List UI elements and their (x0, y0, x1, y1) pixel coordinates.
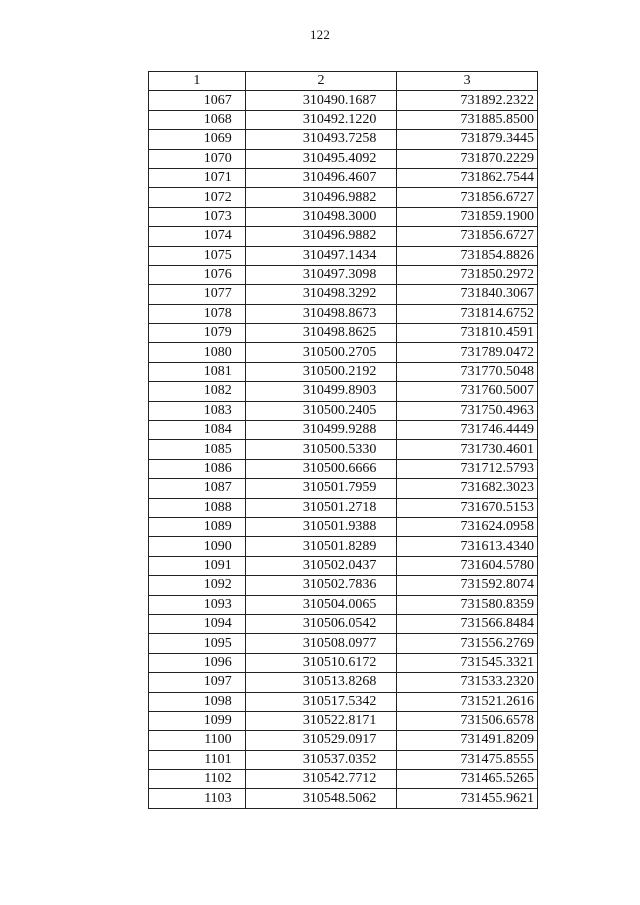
x-coordinate-cell: 310500.2192 (245, 362, 397, 381)
table-row (149, 421, 538, 440)
table-row (149, 343, 538, 362)
y-coordinate-cell: 731850.2972 (397, 265, 538, 284)
y-coordinate-cell: 731670.5153 (397, 498, 538, 517)
table-row (149, 595, 538, 614)
table-row (149, 692, 538, 711)
point-number-cell: 1096 (149, 653, 246, 672)
y-coordinate-cell: 731885.8500 (397, 110, 538, 129)
table-row (149, 731, 538, 750)
point-number-cell: 1101 (149, 750, 246, 769)
x-coordinate-cell: 310548.5062 (245, 789, 397, 808)
point-number-cell: 1084 (149, 421, 246, 440)
point-number-cell: 1097 (149, 673, 246, 692)
y-coordinate-cell: 731533.2320 (397, 673, 538, 692)
y-coordinate-cell: 731566.8484 (397, 614, 538, 633)
y-coordinate-cell: 731862.7544 (397, 168, 538, 187)
point-number-cell: 1088 (149, 498, 246, 517)
y-coordinate-cell: 731856.6727 (397, 227, 538, 246)
table-row (149, 324, 538, 343)
point-number-cell: 1070 (149, 149, 246, 168)
table-row (149, 110, 538, 129)
point-number-cell: 1098 (149, 692, 246, 711)
point-number-cell: 1099 (149, 711, 246, 730)
point-number-cell: 1089 (149, 517, 246, 536)
x-coordinate-cell: 310490.1687 (245, 91, 397, 110)
y-coordinate-cell: 731475.8555 (397, 750, 538, 769)
table-row (149, 168, 538, 187)
x-coordinate-cell: 310501.7959 (245, 479, 397, 498)
point-number-cell: 1081 (149, 362, 246, 381)
coordinates-table (148, 71, 538, 809)
table-row (149, 285, 538, 304)
x-coordinate-cell: 310497.3098 (245, 265, 397, 284)
x-coordinate-cell: 310501.9388 (245, 517, 397, 536)
table-row (149, 537, 538, 556)
x-coordinate-cell: 310501.8289 (245, 537, 397, 556)
table-row (149, 265, 538, 284)
x-coordinate-cell: 310498.3000 (245, 207, 397, 226)
y-coordinate-cell: 731613.4340 (397, 537, 538, 556)
x-coordinate-cell: 310496.4607 (245, 168, 397, 187)
y-coordinate-cell: 731491.8209 (397, 731, 538, 750)
y-coordinate-cell: 731840.3067 (397, 285, 538, 304)
y-coordinate-cell: 731856.6727 (397, 188, 538, 207)
table-row (149, 207, 538, 226)
y-coordinate-cell: 731810.4591 (397, 324, 538, 343)
table-row (149, 227, 538, 246)
table-row (149, 362, 538, 381)
x-coordinate-cell: 310542.7712 (245, 770, 397, 789)
point-number-cell: 1069 (149, 130, 246, 149)
point-number-cell: 1080 (149, 343, 246, 362)
x-coordinate-cell: 310496.9882 (245, 227, 397, 246)
point-number-cell: 1092 (149, 576, 246, 595)
table-row (149, 770, 538, 789)
column-header-3: 3 (397, 72, 538, 91)
point-number-cell: 1082 (149, 382, 246, 401)
y-coordinate-cell: 731730.4601 (397, 440, 538, 459)
y-coordinate-cell: 731455.9621 (397, 789, 538, 808)
y-coordinate-cell: 731604.5780 (397, 556, 538, 575)
x-coordinate-cell: 310495.4092 (245, 149, 397, 168)
x-coordinate-cell: 310529.0917 (245, 731, 397, 750)
point-number-cell: 1072 (149, 188, 246, 207)
table-row (149, 673, 538, 692)
y-coordinate-cell: 731870.2229 (397, 149, 538, 168)
x-coordinate-cell: 310500.5330 (245, 440, 397, 459)
table-row (149, 614, 538, 633)
x-coordinate-cell: 310502.0437 (245, 556, 397, 575)
point-number-cell: 1100 (149, 731, 246, 750)
table-row (149, 304, 538, 323)
point-number-cell: 1103 (149, 789, 246, 808)
table-row (149, 149, 538, 168)
x-coordinate-cell: 310510.6172 (245, 653, 397, 672)
y-coordinate-cell: 731545.3321 (397, 653, 538, 672)
x-coordinate-cell: 310537.0352 (245, 750, 397, 769)
y-coordinate-cell: 731624.0958 (397, 517, 538, 536)
x-coordinate-cell: 310497.1434 (245, 246, 397, 265)
table-body (149, 91, 538, 808)
table-row (149, 498, 538, 517)
x-coordinate-cell: 310508.0977 (245, 634, 397, 653)
point-number-cell: 1102 (149, 770, 246, 789)
table-row (149, 130, 538, 149)
point-number-cell: 1077 (149, 285, 246, 304)
table-row (149, 459, 538, 478)
y-coordinate-cell: 731465.5265 (397, 770, 538, 789)
table-row (149, 246, 538, 265)
point-number-cell: 1091 (149, 556, 246, 575)
table-row (149, 479, 538, 498)
point-number-cell: 1087 (149, 479, 246, 498)
table-row (149, 188, 538, 207)
table-header-row (149, 72, 538, 91)
table-row (149, 440, 538, 459)
point-number-cell: 1083 (149, 401, 246, 420)
table-row (149, 711, 538, 730)
y-coordinate-cell: 731682.3023 (397, 479, 538, 498)
point-number-cell: 1093 (149, 595, 246, 614)
x-coordinate-cell: 310506.0542 (245, 614, 397, 633)
table-row (149, 401, 538, 420)
point-number-cell: 1068 (149, 110, 246, 129)
x-coordinate-cell: 310501.2718 (245, 498, 397, 517)
table-row (149, 576, 538, 595)
point-number-cell: 1086 (149, 459, 246, 478)
table-row (149, 750, 538, 769)
point-number-cell: 1071 (149, 168, 246, 187)
x-coordinate-cell: 310500.2705 (245, 343, 397, 362)
table-row (149, 634, 538, 653)
x-coordinate-cell: 310500.6666 (245, 459, 397, 478)
y-coordinate-cell: 731746.4449 (397, 421, 538, 440)
x-coordinate-cell: 310499.9288 (245, 421, 397, 440)
table-row (149, 789, 538, 808)
x-coordinate-cell: 310496.9882 (245, 188, 397, 207)
y-coordinate-cell: 731859.1900 (397, 207, 538, 226)
y-coordinate-cell: 731521.2616 (397, 692, 538, 711)
y-coordinate-cell: 731854.8826 (397, 246, 538, 265)
x-coordinate-cell: 310492.1220 (245, 110, 397, 129)
y-coordinate-cell: 731750.4963 (397, 401, 538, 420)
x-coordinate-cell: 310498.8625 (245, 324, 397, 343)
point-number-cell: 1067 (149, 91, 246, 110)
x-coordinate-cell: 310498.3292 (245, 285, 397, 304)
point-number-cell: 1094 (149, 614, 246, 633)
x-coordinate-cell: 310502.7836 (245, 576, 397, 595)
x-coordinate-cell: 310493.7258 (245, 130, 397, 149)
x-coordinate-cell: 310500.2405 (245, 401, 397, 420)
point-number-cell: 1074 (149, 227, 246, 246)
page-number: 122 (309, 27, 331, 42)
y-coordinate-cell: 731814.6752 (397, 304, 538, 323)
table-row (149, 91, 538, 110)
point-number-cell: 1090 (149, 537, 246, 556)
point-number-cell: 1079 (149, 324, 246, 343)
table-row (149, 382, 538, 401)
x-coordinate-cell: 310499.8903 (245, 382, 397, 401)
table-row (149, 653, 538, 672)
y-coordinate-cell: 731580.8359 (397, 595, 538, 614)
y-coordinate-cell: 731506.6578 (397, 711, 538, 730)
point-number-cell: 1085 (149, 440, 246, 459)
y-coordinate-cell: 731892.2322 (397, 91, 538, 110)
x-coordinate-cell: 310513.8268 (245, 673, 397, 692)
y-coordinate-cell: 731592.8074 (397, 576, 538, 595)
y-coordinate-cell: 731789.0472 (397, 343, 538, 362)
table-row (149, 517, 538, 536)
point-number-cell: 1095 (149, 634, 246, 653)
point-number-cell: 1076 (149, 265, 246, 284)
x-coordinate-cell: 310498.8673 (245, 304, 397, 323)
y-coordinate-cell: 731879.3445 (397, 130, 538, 149)
table-row (149, 556, 538, 575)
y-coordinate-cell: 731712.5793 (397, 459, 538, 478)
column-header-1: 1 (149, 72, 246, 91)
point-number-cell: 1078 (149, 304, 246, 323)
x-coordinate-cell: 310504.0065 (245, 595, 397, 614)
column-header-2: 2 (245, 72, 397, 91)
x-coordinate-cell: 310522.8171 (245, 711, 397, 730)
y-coordinate-cell: 731770.5048 (397, 362, 538, 381)
x-coordinate-cell: 310517.5342 (245, 692, 397, 711)
point-number-cell: 1073 (149, 207, 246, 226)
point-number-cell: 1075 (149, 246, 246, 265)
y-coordinate-cell: 731556.2769 (397, 634, 538, 653)
y-coordinate-cell: 731760.5007 (397, 382, 538, 401)
